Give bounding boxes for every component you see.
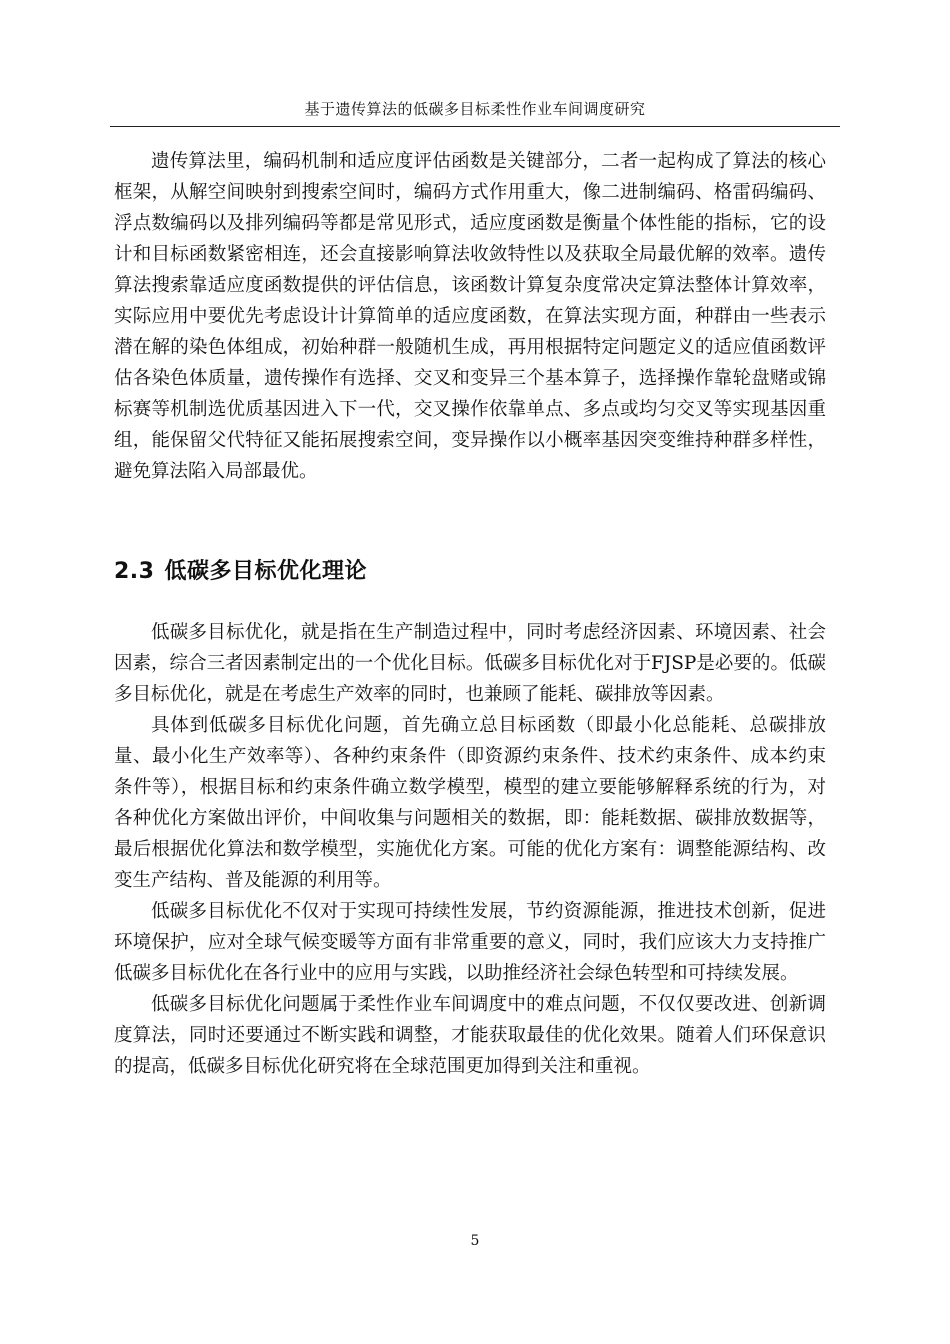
paragraph: 低碳多目标优化不仅对于实现可持续性发展，节约资源能源，推进技术创新，促进环境保护，应对全球气候变暖等方面有非常重要的意义，同时，我们应该大力支持推广低碳多目标优化在各行业中的应用与实践，以助推经济社会绿色转型和可持续发展。 (114, 901, 826, 984)
running-header: 基于遗传算法的低碳多目标柔性作业车间调度研究 (304, 100, 646, 118)
section-heading (114, 557, 367, 587)
section-title: 低碳多目标优化理论 (164, 559, 367, 584)
paragraph: 遗传算法里，编码机制和适应度评估函数是关键部分，二者一起构成了算法的核心框架，从解空间映射到搜索空间时，编码方式作用重大，像二进制编码、格雷码编码、浮点数编码以及排列编码等都是常见形式，适应度函数是衡量个体性能的指标，它的设计和目标函数紧密相连，还会直接影响算法收敛特性以及获取全局最优解的效率。遗传算法搜索靠适应度函数提供的评估信息，该函数计算复杂度常决定算法整体计算效率，实际应用中要优先考虑设计计算简单的适应度函数，在算法实现方面，种群由一些表示潜在解的染色体组成，初始种群一般随机生成，再用根据特定问题定义的适应值函数评估各染色体质量，遗传操作有选择、交叉和变异三个基本算子，选择操作靠轮盘赌或锦标赛等机制选优质基因进入下一代，交叉操作依靠单点、多点或均匀交叉等实现基因重组，能保留父代特征又能拓展搜索空间，变异操作以小概率基因突变维持种群多样性，避免算法陷入局部最优。 (114, 151, 826, 482)
paragraph: 具体到低碳多目标优化问题，首先确立总目标函数（即最小化总能耗、总碳排放量、最小化生产效率等）、各种约束条件（即资源约束条件、技术约束条件、成本约束条件等），根据目标和约束条件确立数学模型，模型的建立要能够解释系统的行为，对各种优化方案做出评价，中间收集与问题相关的数据，即：能耗数据、碳排放数据等，最后根据优化算法和数学模型，实施优化方案。可能的优化方案有：调整能源结构、改变生产结构、普及能源的利用等。 (114, 715, 826, 891)
body-text-after-section (114, 617, 826, 1082)
paragraph: 低碳多目标优化问题属于柔性作业车间调度中的难点问题，不仅仅要改进、创新调度算法，同时还要通过不断实践和调整，才能获取最佳的优化效果。随着人们环保意识的提高，低碳多目标优化研究将在全球范围更加得到关注和重视。 (114, 994, 826, 1077)
section-number: 2.3 (114, 559, 155, 584)
body-text-before-section (114, 146, 826, 487)
paragraph: 低碳多目标优化，就是指在生产制造过程中，同时考虑经济因素、环境因素、社会因素，综合三者因素制定出的一个优化目标。低碳多目标优化对于FJSP是必要的。低碳多目标优化，就是在考虑生产效率的同时，也兼顾了能耗、碳排放等因素。 (114, 622, 826, 705)
header-divider (110, 126, 840, 127)
page-number: 5 (470, 1233, 480, 1249)
